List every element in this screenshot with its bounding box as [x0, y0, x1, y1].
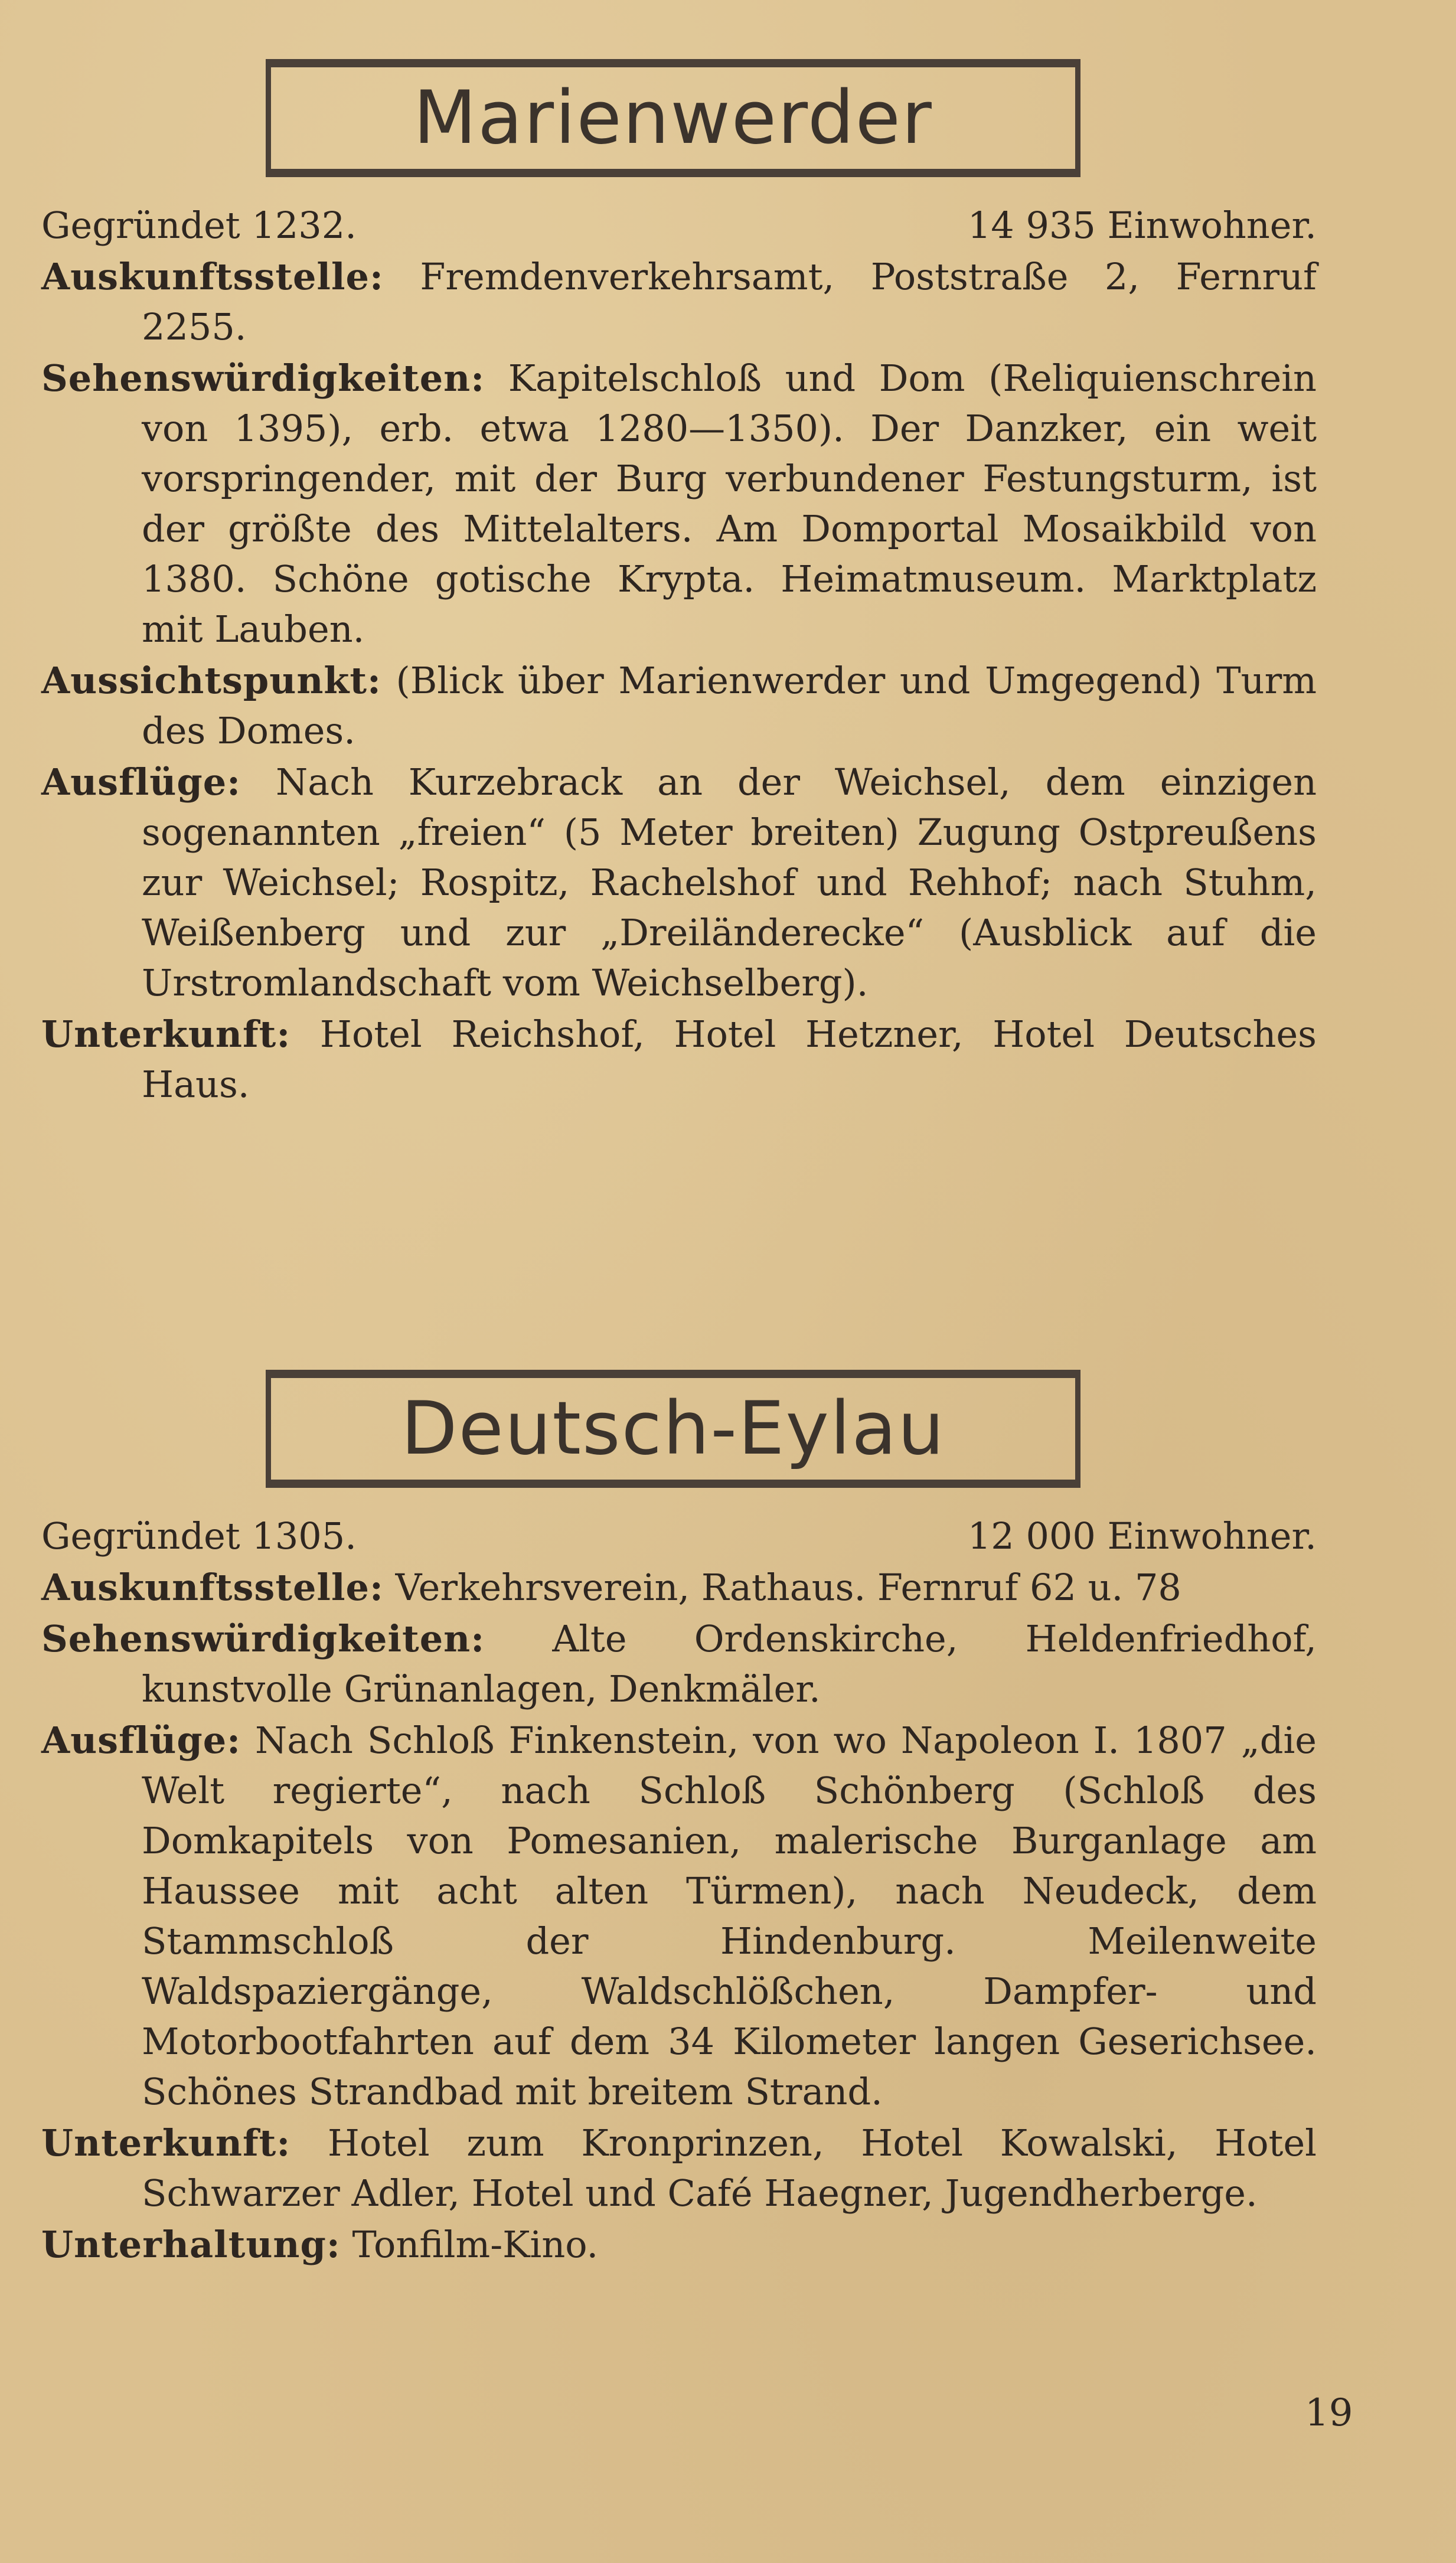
- entry-label: Sehenswürdigkeiten:: [41, 1617, 485, 1660]
- town-title: Marienwerder: [413, 76, 933, 161]
- town-title-box: [266, 59, 1080, 177]
- entry-auskunftsstelle: [41, 252, 1317, 352]
- entry-label: Unterhaltung:: [41, 2223, 341, 2266]
- entry-text: Alte Ordenskirche, Heldenfriedhof, kunstvolle Grünanlagen, Denkmäler.: [142, 1617, 1317, 1710]
- section-marienwerder: [41, 59, 1317, 1109]
- entry-label: Unterkunft:: [41, 1013, 291, 1056]
- population: 14 935 Einwohner.: [967, 204, 1317, 247]
- entry-label: Unterkunft:: [41, 2121, 291, 2164]
- entry-unterhaltung: [41, 2219, 1317, 2270]
- entry-text: Kapitelschloß und Dom (Reliquienschrein von 1395), erb. etwa 1280—1350). Der Danzker, ein weit vorspringender, mit der Burg verbundener Festungsturm, ist der größte des Mittelalters. Am Domportal Mosaikbild von 1380. Schöne gotische Krypta. Heimatmuseum. Marktplatz mit Lauben.: [142, 357, 1317, 651]
- entry-label: Ausflüge:: [41, 1719, 241, 1762]
- section-deutsch-eylau: [41, 1370, 1317, 2270]
- entry-ausfluege: [41, 757, 1317, 1008]
- entry-unterkunft: [41, 2118, 1317, 2218]
- page-number: 19: [1305, 2391, 1353, 2435]
- entry-unterkunft: [41, 1009, 1317, 1109]
- entry-text: Fremdenverkehrsamt, Poststraße 2, Fernruf 2255.: [142, 255, 1317, 348]
- founded-year: Gegründet 1305.: [41, 1514, 357, 1558]
- entry-aussichtspunkt: [41, 655, 1317, 756]
- entry-text: Nach Schloß Finkenstein, von wo Napoleon I. 1807 „die Welt regierte“, nach Schloß Schönberg (Schloß des Domkapitels von Pomesanien, malerische Burganlage am Haussee mit acht alten Türmen), nach Neudeck, dem Stammschloß der Hindenburg. Meilenweite Waldspaziergänge, Waldschlößchen, Dampfer- und Motorbootfahrten auf dem 34 Kilometer langen Geserichsee. Schönes Strandbad mit breitem Strand.: [142, 1719, 1317, 2113]
- entry-text: Hotel Reichshof, Hotel Hetzner, Hotel Deutsches Haus.: [142, 1013, 1317, 1106]
- entry-label: Auskunftsstelle:: [41, 1566, 384, 1609]
- entry-text: Verkehrsverein, Rathaus. Fernruf 62 u. 78: [395, 1566, 1181, 1609]
- entry-auskunftsstelle: [41, 1562, 1317, 1612]
- town-header-row: [41, 1511, 1317, 1561]
- entry-text: Hotel zum Kronprinzen, Hotel Kowalski, Hotel Schwarzer Adler, Hotel und Café Haegner, Jugendherberge.: [142, 2121, 1317, 2215]
- town-title: Deutsch-Eylau: [401, 1386, 945, 1471]
- founded-year: Gegründet 1232.: [41, 204, 357, 247]
- entry-label: Ausflüge:: [41, 760, 241, 804]
- entry-sehenswuerdigkeiten: [41, 353, 1317, 654]
- entry-text: Tonfilm-Kino.: [352, 2223, 599, 2266]
- entry-label: Aussichtspunkt:: [41, 659, 381, 702]
- entry-ausfluege: [41, 1715, 1317, 2117]
- entry-text: Nach Kurzebrack an der Weichsel, dem einzigen sogenannten „freien“ (5 Meter breiten) Zugung Ostpreußens zur Weichsel; Rospitz, Rachelshof und Rehhof; nach Stuhm, Weißenberg und zur „Dreiländerecke“ (Ausblick auf die Urstromlandschaft vom Weichselberg).: [142, 760, 1317, 1004]
- town-title-box: [266, 1370, 1080, 1488]
- entry-label: Auskunftsstelle:: [41, 255, 384, 298]
- entry-text: (Blick über Marienwerder und Umgegend) Turm des Domes.: [142, 659, 1317, 752]
- entry-sehenswuerdigkeiten: [41, 1614, 1317, 1714]
- entry-label: Sehenswürdigkeiten:: [41, 357, 485, 400]
- population: 12 000 Einwohner.: [967, 1514, 1317, 1558]
- town-header-row: [41, 201, 1317, 250]
